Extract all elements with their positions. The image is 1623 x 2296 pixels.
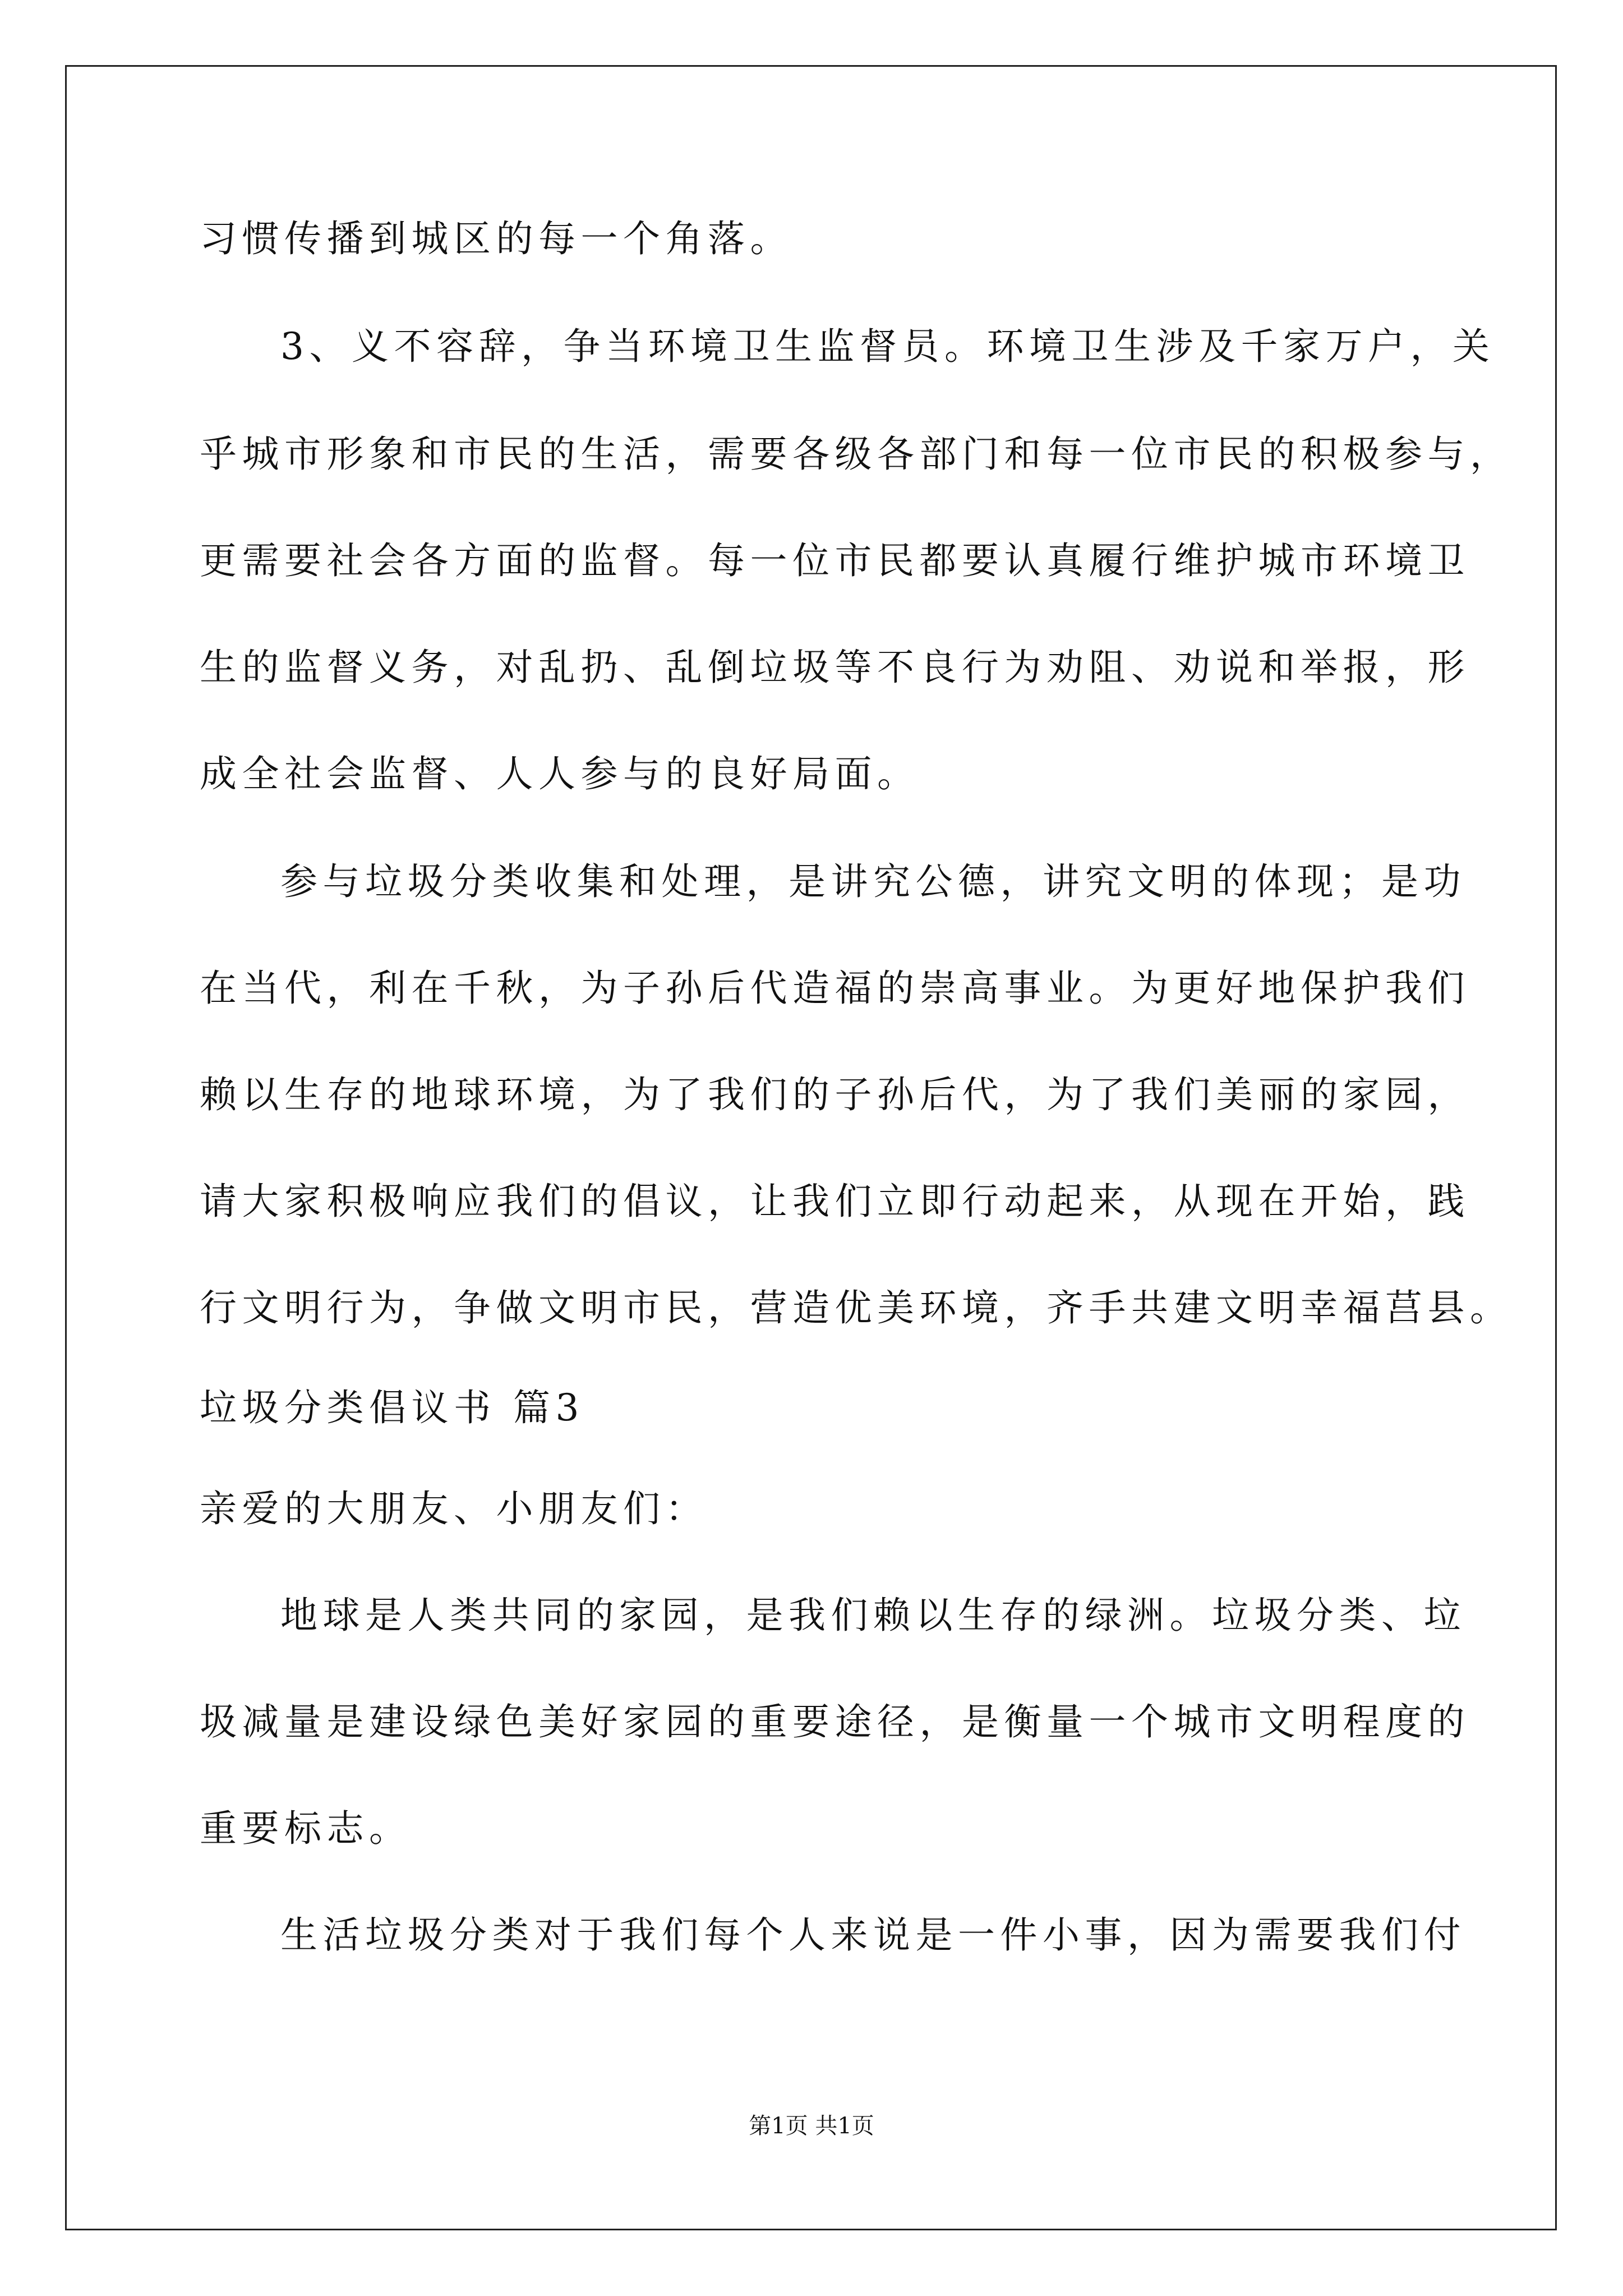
- body-text-line: 成全社会监督、人人参与的良好局面。: [200, 752, 920, 795]
- body-text-line: 在当代，利在千秋，为子孙后代造福的崇高事业。为更好地保护我们: [200, 967, 1470, 1010]
- body-text-line: 重要标志。: [200, 1807, 412, 1850]
- body-text-line: 行文明行为，争做文明市民，营造优美环境，齐手共建文明幸福莒县。: [200, 1286, 1513, 1329]
- body-text-line: 请大家积极响应我们的倡议，让我们立即行动起来，从现在开始，践: [200, 1180, 1470, 1223]
- body-text-line: 乎城市形象和市民的生活，需要各级各部门和每一位市民的积极参与，: [200, 432, 1513, 476]
- salutation-line: 亲爱的大朋友、小朋友们：: [200, 1487, 708, 1530]
- body-text-line: 生活垃圾分类对于我们每个人来说是一件小事，因为需要我们付: [280, 1913, 1466, 1957]
- body-text-line: 圾减量是建设绿色美好家园的重要途径，是衡量一个城市文明程度的: [200, 1700, 1470, 1743]
- body-text-line: 更需要社会各方面的监督。每一位市民都要认真履行维护城市环境卫: [200, 539, 1470, 582]
- body-text-line: 习惯传播到城区的每一个角落。: [200, 217, 792, 260]
- body-text-line: 参与垃圾分类收集和处理，是讲究公德，讲究文明的体现；是功: [280, 860, 1466, 903]
- page-number: 第1页 共1页: [749, 2113, 874, 2139]
- body-text-line: 3、义不容辞，争当环境卫生监督员。环境卫生涉及千家万户，关: [280, 325, 1495, 368]
- body-text-line: 赖以生存的地球环境，为了我们的子孙后代，为了我们美丽的家园，: [200, 1073, 1470, 1116]
- section-heading: 垃圾分类倡议书 篇3: [200, 1386, 584, 1429]
- body-text-line: 地球是人类共同的家园，是我们赖以生存的绿洲。垃圾分类、垃: [280, 1594, 1466, 1637]
- page-border: [65, 65, 1557, 2230]
- body-text-line: 生的监督义务，对乱扔、乱倒垃圾等不良行为劝阻、劝说和举报，形: [200, 646, 1470, 689]
